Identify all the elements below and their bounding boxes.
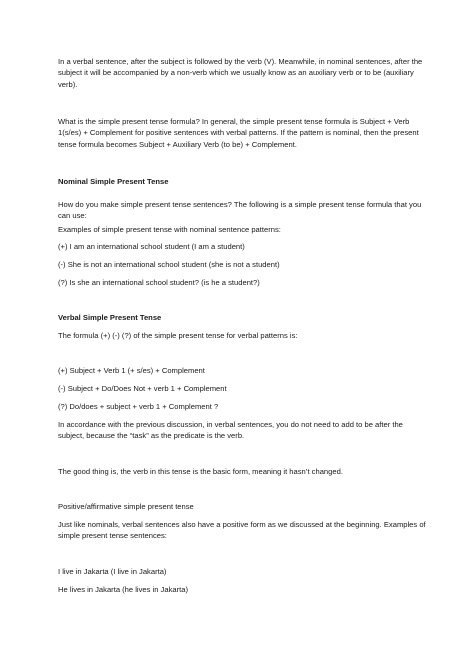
formula-positive: (+) Subject + Verb 1 (+ s/es) + Complement	[58, 366, 205, 375]
example-verbal-i-live: I live in Jakarta (I live in Jakarta)	[58, 567, 167, 576]
paragraph-how-to-make: How do you make simple present tense sentences? The following is a simple present tense formula that you can use:	[58, 200, 422, 221]
paragraph-verbal-positive-form: Just like nominals, verbal sentences also have a positive form as we discussed at the beginning. Examples of simple present tense sentences:	[58, 520, 426, 541]
paragraph-verbal-formula-intro: The formula (+) (-) (?) of the simple present tense for verbal patterns is:	[58, 331, 298, 340]
paragraph-no-to-be: In accordance with the previous discussion, in verbal sentences, you do not need to add to be after the subject, because the “task” as the predicate is the verb.	[58, 420, 403, 441]
paragraph-verbal-vs-nominal: In a verbal sentence, after the subject is followed by the verb (V). Meanwhile, in nominal sentences, after the subject it will be accompanied by a non-verb which we usually know as an auxiliary verb or to be (auxiliary verb).	[58, 57, 423, 89]
example-nominal-question: (?) Is she an international school student? (is he a student?)	[58, 278, 260, 287]
paragraph-nominal-examples-intro: Examples of simple present tense with nominal sentence patterns:	[58, 225, 281, 234]
subheading-positive-affirmative: Positive/affirmative simple present tense	[58, 502, 194, 511]
formula-negative: (-) Subject + Do/Does Not + verb 1 + Complement	[58, 384, 227, 393]
example-nominal-positive: (+) I am an international school student (I am a student)	[58, 242, 245, 251]
example-nominal-negative: (-) She is not an international school student (she is not a student)	[58, 260, 280, 269]
heading-verbal-simple-present: Verbal Simple Present Tense	[58, 313, 162, 322]
paragraph-basic-verb-form: The good thing is, the verb in this tense is the basic form, meaning it hasn’t changed.	[58, 467, 343, 476]
example-verbal-he-lives: He lives in Jakarta (he lives in Jakarta)	[58, 585, 188, 594]
formula-question: (?) Do/does + subject + verb 1 + Complement ?	[58, 402, 219, 411]
heading-nominal-simple-present: Nominal Simple Present Tense	[58, 177, 169, 186]
paragraph-formula-question: What is the simple present tense formula? In general, the simple present tense formula is Subject + Verb 1(s/es) + Complement for positive sentences with verbal patterns. If the pattern is nominal, then the present tense formula becomes Subject + Auxiliary Verb (to be) + Complement.	[58, 117, 419, 149]
